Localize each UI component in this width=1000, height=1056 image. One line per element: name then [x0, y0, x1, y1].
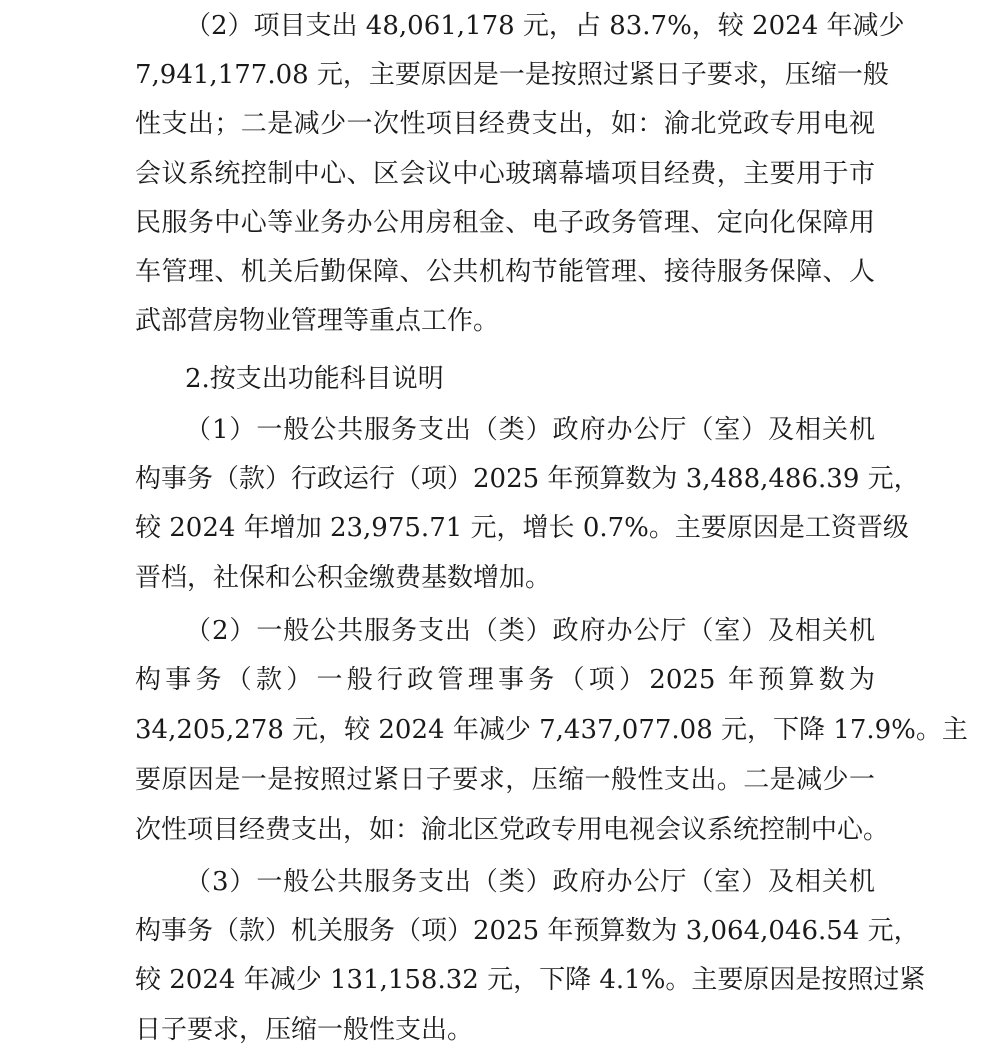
paragraph-line: 7,941,177.08 元，主要原因是一是按照过紧日子要求，压缩一般 — [135, 60, 889, 90]
paragraph-line: 构事务（款）一般行政管理事务（项）2025 年预算数为 — [135, 665, 875, 695]
paragraph-line: 次性项目经费支出，如：渝北区党政专用电视会议系统控制中心。 — [135, 815, 890, 845]
paragraph-line: 晋档，社保和公积金缴费基数增加。 — [135, 563, 552, 593]
paragraph-line: 车管理、机关后勤保障、公共机构节能管理、接待服务保障、人 — [135, 257, 875, 287]
paragraph-line: 武部营房物业管理等重点工作。 — [135, 306, 500, 336]
paragraph-line: 要原因是一是按照过紧日子要求，压缩一般性支出。二是减少一 — [135, 765, 875, 795]
paragraph-line: （2）一般公共服务支出（类）政府办公厅（室）及相关机 — [185, 616, 875, 646]
paragraph-line: 构事务（款）机关服务（项）2025 年预算数为 3,064,046.54 元， — [135, 916, 920, 946]
paragraph-line: 性支出；二是减少一次性项目经费支出，如：渝北党政专用电视 — [135, 109, 875, 139]
paragraph-line: 较 2024 年减少 131,158.32 元，下降 4.1%。主要原因是按照过紧 — [135, 965, 926, 995]
paragraph-line: 日子要求，压缩一般性支出。 — [135, 1015, 474, 1045]
paragraph-line: 民服务中心等业务办公用房租金、电子政务管理、定向化保障用 — [135, 208, 875, 238]
paragraph-line: 构事务（款）行政运行（项）2025 年预算数为 3,488,486.39 元， — [135, 464, 920, 494]
paragraph-line: 较 2024 年增加 23,975.71 元，增长 0.7%。主要原因是工资晋级 — [135, 513, 909, 543]
paragraph-line: （2）项目支出 48,061,178 元，占 83.7%，较 2024 年减少 — [185, 11, 905, 41]
paragraph-line: 34,205,278 元，较 2024 年减少 7,437,077.08 元，下降 17.9%。主 — [135, 715, 968, 745]
section-heading: 2.按支出功能科目说明 — [185, 364, 444, 394]
paragraph-line: （1）一般公共服务支出（类）政府办公厅（室）及相关机 — [185, 415, 875, 445]
paragraph-line: （3）一般公共服务支出（类）政府办公厅（室）及相关机 — [185, 867, 875, 897]
paragraph-line: 会议系统控制中心、区会议中心玻璃幕墙项目经费，主要用于市 — [135, 159, 875, 189]
